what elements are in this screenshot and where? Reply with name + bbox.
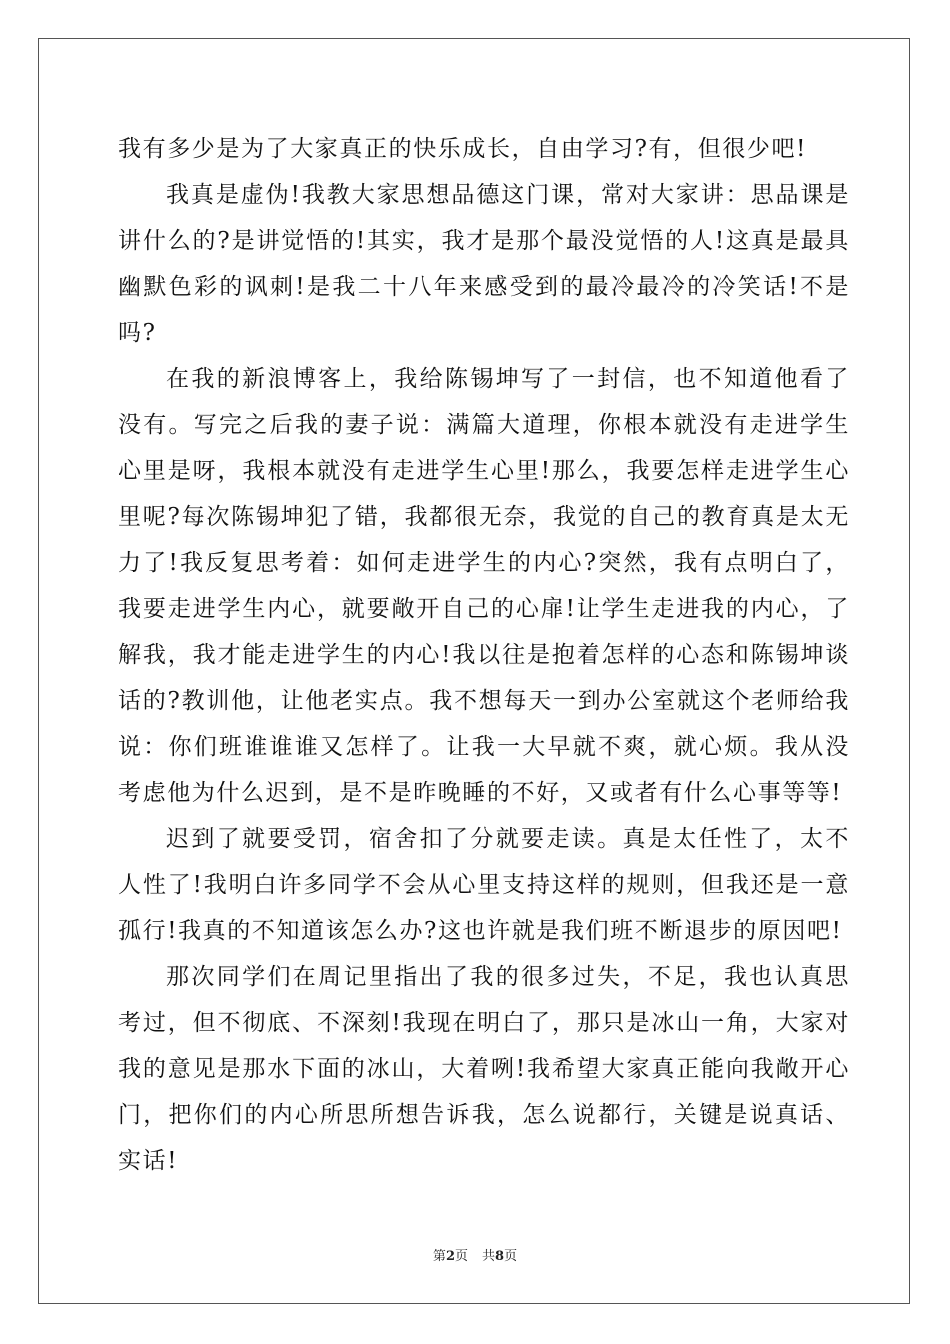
- page-number: 2: [445, 1249, 455, 1264]
- total-pages: 8: [495, 1249, 505, 1264]
- paragraph-2: 我真是虚伪!我教大家思想品德这门课，常对大家讲：思品课是讲什么的?是讲觉悟的!其实，我才是那个最没觉悟的人!这真是最具幽默色彩的讽刺!是我二十八年来感受到的最冷最冷的冷笑话!不是吗?: [118, 182, 850, 346]
- paragraph-3: 在我的新浪博客上，我给陈锡坤写了一封信，也不知道他看了没有。写完之后我的妻子说：满篇大道理，你根本就没有走进学生心里是呀，我根本就没有走进学生心里!那么，我要怎样走进学生心里呢?每次陈锡坤犯了错，我都很无奈，我觉的自己的教育真是太无力了!我反复思考着：如何走进学生的内心?突然，我有点明白了，我要走进学生内心，就要敞开自己的心扉!让学生走进我的内心，了解我，我才能走进学生的内心!我以往是抱着怎样的心态和陈锡坤谈话的?教训他，让他老实点。我不想每天一到办公室就这个老师给我说：你们班谁谁谁又怎样了。让我一大早就不爽，就心烦。我从没考虑他为什么迟到，是不是昨晚睡的不好，又或者有什么心事等等!: [118, 366, 850, 806]
- paragraph-1: 我有多少是为了大家真正的快乐成长，自由学习?有，但很少吧!: [118, 136, 807, 162]
- total-suffix: 页: [504, 1249, 518, 1264]
- paragraph-4: 迟到了就要受罚，宿舍扣了分就要走读。真是太任性了，太不人性了!我明白许多同学不会从心里支持这样的规则，但我还是一意孤行!我真的不知道该怎么办?这也许就是我们班不断退步的原因吧!: [118, 826, 850, 944]
- paragraph-5: 那次同学们在周记里指出了我的很多过失，不足，我也认真思考过，但不彻底、不深刻!我现在明白了，那只是冰山一角，大家对我的意见是那水下面的冰山，大着咧!我希望大家真正能向我敞开心门，把你们的内心所思所想告诉我，怎么说都行，关键是说真话、实话!: [118, 964, 850, 1174]
- page-prefix: 第: [432, 1249, 446, 1264]
- page-suffix: 页: [454, 1249, 468, 1264]
- total-prefix: 共: [482, 1249, 496, 1264]
- page-footer: [0, 1248, 950, 1266]
- document-body: [118, 126, 850, 1184]
